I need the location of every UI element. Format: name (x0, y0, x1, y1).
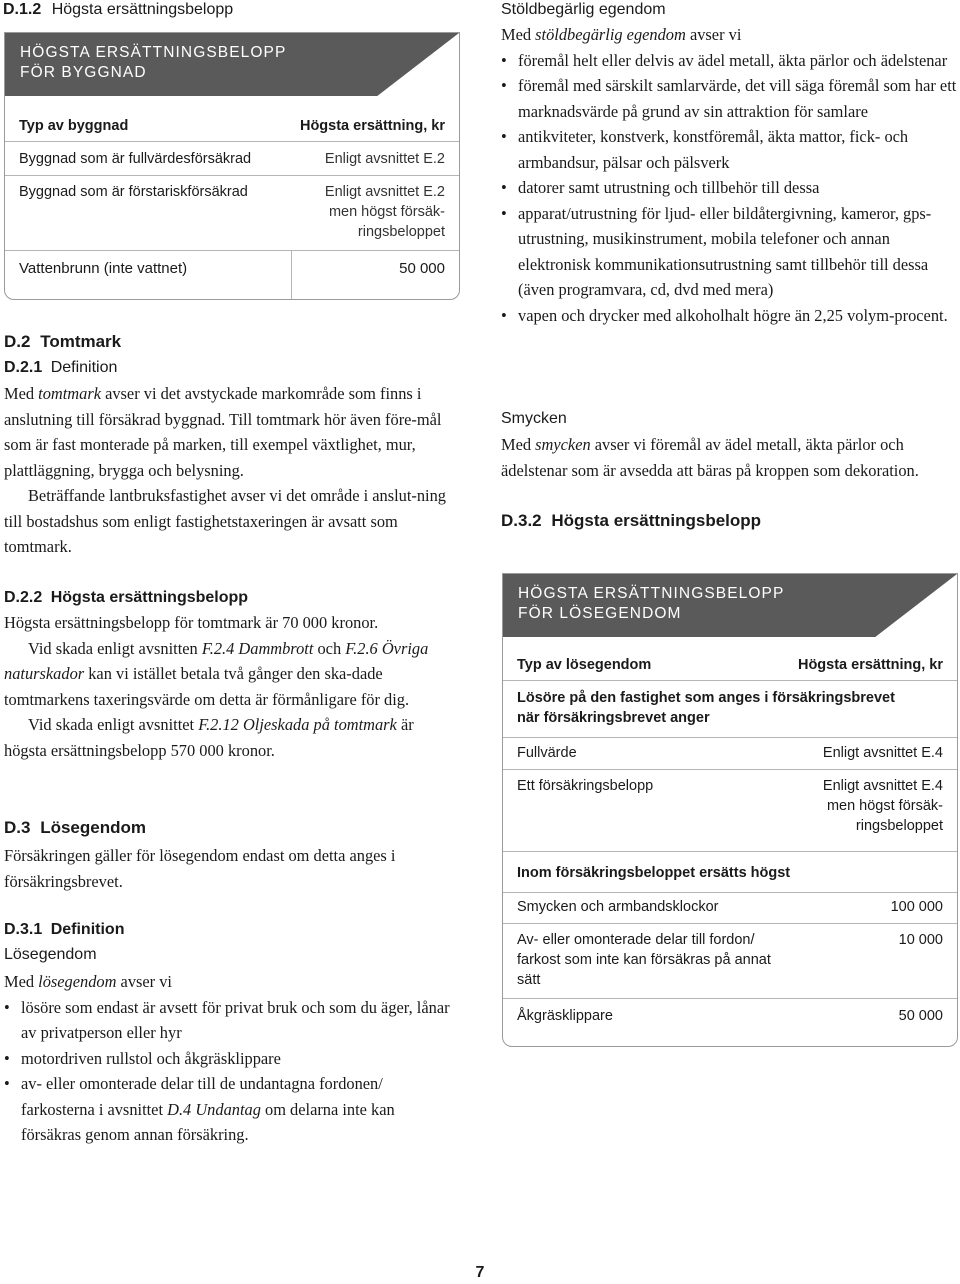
tomtmark-max-text (4, 610, 456, 763)
heading-text: Högsta ersättningsbelopp (50, 589, 249, 606)
table-box-losegendom (502, 573, 958, 1047)
losegendom-definition (4, 969, 456, 1148)
text: Vid skada enligt avsnitten (28, 638, 202, 658)
reference: F.2.6 Övriga naturskador (4, 638, 429, 683)
column-header-type: Typ av byggnad (19, 118, 129, 134)
divider (503, 737, 957, 738)
bullet-list (501, 48, 957, 329)
reference: F.2.4 Dammbrott (201, 638, 314, 658)
heading-d3 (4, 818, 146, 838)
heading-text: Definition (50, 921, 125, 938)
term: stöldbegärlig egendom (535, 25, 686, 44)
table-row (517, 930, 943, 992)
list-item: • datorer samt utrustning och tillbehör till dessa (501, 175, 957, 201)
row-label: Åkgräsklippare (517, 1008, 613, 1024)
smycken-definition (501, 432, 957, 483)
heading-number: D.2.2 (4, 589, 43, 606)
box-header (5, 33, 459, 96)
row-label: Ett försäkringsbelopp (517, 778, 654, 794)
box-title (20, 43, 286, 83)
stoldbegarlig-definition (501, 22, 957, 328)
section-label-line: när försäkringsbrevet anger (517, 710, 710, 726)
text: avser vi det avstyckade markområde som finns i anslutning till försäkrad byggnad. Till tomtmark hör även före-mål som är fast monterade på marken, till exempel växtlighet, mur, plattläggning, brygga och belysning. (4, 384, 442, 480)
column-divider (291, 250, 292, 299)
heading-number: D.3.1 (4, 921, 43, 938)
row-value-line: Enligt avsnittet E.2 (324, 184, 445, 200)
term: smycken (535, 435, 591, 454)
row-value-line: ringsbeloppet (855, 818, 943, 834)
text: om delarna inte kan försäkras genom annan försäkring. (21, 1099, 395, 1144)
heading-text: Definition (50, 359, 118, 376)
heading-text: Tomtmark (40, 332, 122, 351)
box-title-line-2: FÖR LÖSEGENDOM (518, 605, 682, 622)
row-value-line: Enligt avsnittet E.4 (822, 778, 943, 794)
list-item: • föremål helt eller delvis av ädel metall, äkta pärlor och ädelstenar (501, 48, 957, 74)
row-label: Vattenbrunn (inte vattnet) (19, 260, 188, 277)
heading-d22 (4, 589, 248, 607)
term: lösegendom (38, 972, 117, 991)
row-value: 100 000 (890, 899, 943, 915)
heading-number: D.3.2 (501, 511, 542, 530)
row-value: 10 000 (898, 932, 943, 948)
heading-text: Högsta ersättningsbelopp (551, 511, 762, 530)
subheading-stoldbegarlig: Stöldbegärlig egendom (501, 1, 666, 18)
text: avser vi (116, 972, 172, 991)
divider (5, 141, 459, 142)
paragraph: Beträffande lantbruksfastighet avser vi det område i anslut-ning till bostadshus som enligt fastighetstaxeringen är avsatt som tomtmark. (4, 486, 446, 556)
text: är högsta ersättningsbelopp 570 000 kronor. (4, 715, 414, 760)
text: avser vi (685, 25, 742, 44)
paragraph: Högsta ersättningsbelopp för tomtmark är 70 000 kronor. (4, 613, 379, 632)
row-label (517, 930, 771, 990)
heading-number: D.1.2 (3, 1, 42, 18)
row-label: Smycken och armbandsklockor (517, 899, 719, 915)
subheading-losegendom: Lösegendom (4, 946, 97, 963)
subheading-smycken: Smycken (501, 410, 567, 427)
list-item: • föremål med särskilt samlarvärde, det vill säga föremål som har ett marknadsvärde på grund av sin attraktion för samlare (501, 73, 957, 124)
divider (5, 250, 459, 251)
box-title-line-1: HÖGSTA ERSÄTTNINGSBELOPP (518, 585, 785, 602)
divider (503, 851, 957, 852)
row-label-line: sätt (517, 972, 541, 988)
paragraph (501, 432, 957, 483)
table-row (517, 776, 943, 838)
row-value: 50 000 (399, 260, 445, 277)
heading-number: D.3 (4, 818, 31, 837)
row-value-line: men högst försäk- (826, 798, 943, 814)
row-label: Fullvärde (517, 745, 577, 761)
heading-d31 (4, 921, 124, 939)
row-value (325, 182, 445, 242)
column-header-max: Högsta ersättning, kr (299, 118, 445, 134)
heading-d12 (3, 1, 233, 19)
paragraph: Försäkringen gäller för lösegendom endast om detta anges i försäkringsbrevet. (4, 846, 396, 891)
table-box-byggnad (4, 32, 460, 300)
paragraph (4, 636, 456, 713)
list-item: • antikviteter, konstverk, konstföremål, äkta mattor, fick- och armbandsur, pälsar och pälsverk (501, 124, 957, 175)
reference: F.2.12 Oljeskada på tomtmark (198, 715, 397, 734)
heading-d2 (4, 332, 121, 352)
row-value: 50 000 (898, 1008, 943, 1024)
text: av- eller omonterade delar till de undantagna fordonen/ farkosterna i avsnittet (21, 1074, 383, 1119)
paragraph (4, 969, 456, 995)
box-title (518, 584, 784, 624)
table-row (19, 182, 445, 244)
page-number: 7 (475, 1264, 485, 1281)
list-item (4, 1071, 456, 1148)
text: Med (501, 435, 536, 454)
list-item: • lösöre som endast är avsett för privat bruk och som du äger, lånar av privatperson eller hyr (4, 995, 456, 1046)
text: Med (501, 25, 536, 44)
tomtmark-text (4, 381, 456, 560)
paragraph (4, 381, 456, 483)
list-item: • motordriven rullstol och åkgräsklippare (4, 1046, 456, 1072)
reference: D.4 Undantag (167, 1099, 261, 1119)
divider (503, 680, 957, 681)
row-value-line: men högst försäk- (328, 204, 445, 220)
section-label: Inom försäkringsbeloppet ersätts högst (517, 865, 791, 881)
heading-d21 (4, 359, 117, 377)
row-label: Byggnad som är fullvärdesförsäkrad (19, 151, 252, 167)
column-header-type: Typ av lösegendom (517, 657, 652, 673)
list-item: • vapen och drycker med alkoholhalt högre än 2,25 volym-procent. (501, 303, 957, 329)
table-section-row (517, 688, 943, 728)
box-title-line-2: FÖR BYGGNAD (20, 64, 147, 81)
text: avser vi föremål av ädel metall, äkta pärlor och ädelstenar som är avsedda att bäras på kroppen som dekoration. (501, 435, 919, 480)
paragraph (501, 22, 957, 48)
bullet-list (4, 995, 456, 1148)
divider (5, 175, 459, 176)
row-label-line: farkost som inte kan försäkras på annat (517, 952, 771, 968)
text: och (313, 638, 346, 658)
term: tomtmark (38, 384, 101, 403)
divider (503, 998, 957, 999)
section-label-line: Lösöre på den fastighet som anges i försäkringsbrevet (517, 690, 895, 706)
divider (503, 923, 957, 924)
list-item: • apparat/utrustning för ljud- eller bildåtergivning, kameror, gps-utrustning, musikinstrument, mobila telefoner och annan elektronisk kommunikationsutrustning samt tillbehör till dessa (även programvara, cd, dvd med mera) (501, 201, 957, 303)
text: Vid skada enligt avsnittet (28, 715, 199, 734)
text: kan vi istället betala två gånger den ska-dade tomtmarkens taxeringsvärde om detta är förmånligare för dig. (4, 664, 410, 709)
row-value-line: ringsbeloppet (357, 224, 445, 240)
divider (503, 892, 957, 893)
heading-text: Lösegendom (40, 818, 146, 837)
row-value: Enligt avsnittet E.4 (822, 745, 943, 761)
row-value (823, 776, 943, 836)
box-header (503, 574, 957, 637)
paragraph (4, 712, 456, 763)
divider (503, 769, 957, 770)
text: Med (4, 972, 39, 991)
row-label: Byggnad som är förstariskförsäkrad (19, 184, 248, 200)
heading-number: D.2 (4, 332, 31, 351)
row-label-line: Av- eller omonterade delar till fordon/ (517, 932, 755, 948)
heading-text: Högsta ersättningsbelopp (51, 1, 234, 18)
heading-number: D.2.1 (4, 359, 43, 376)
text: Med (4, 384, 39, 403)
heading-d32 (501, 511, 761, 531)
row-value: Enligt avsnittet E.2 (324, 151, 445, 167)
box-title-line-1: HÖGSTA ERSÄTTNINGSBELOPP (20, 44, 287, 61)
column-header-max: Högsta ersättning, kr (797, 657, 943, 673)
